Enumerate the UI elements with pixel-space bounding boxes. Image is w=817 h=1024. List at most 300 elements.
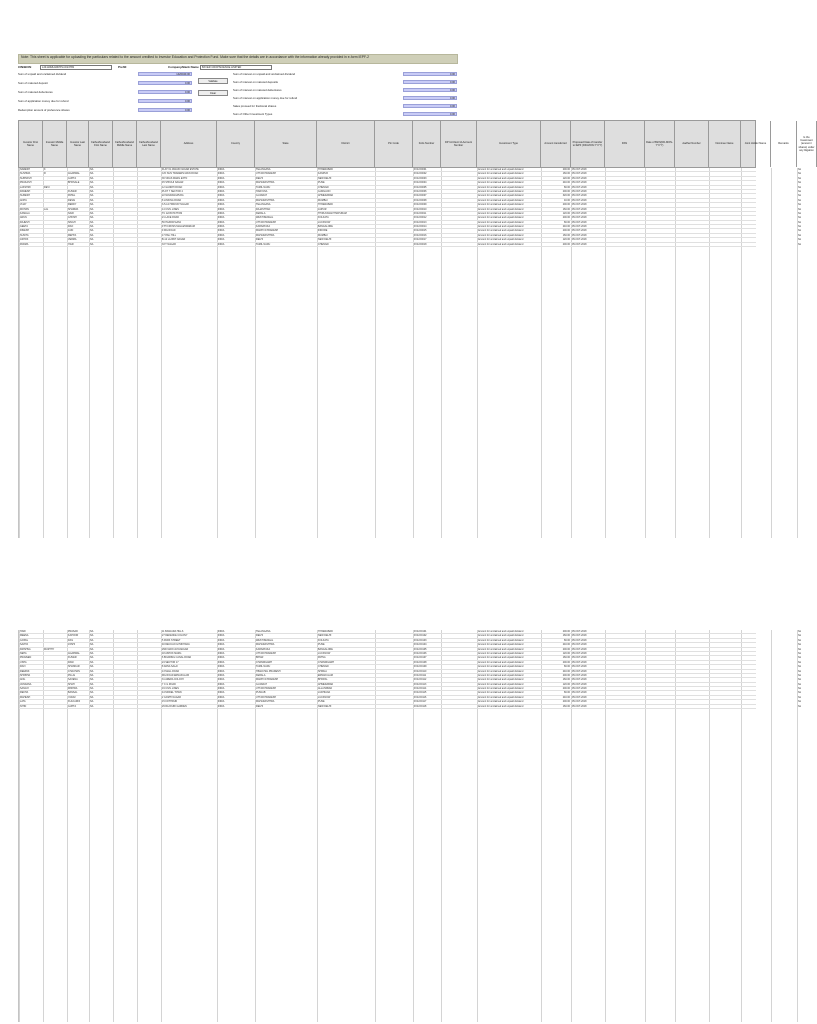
table-cell[interactable] [114,190,136,193]
table-cell[interactable] [376,643,412,646]
table-cell[interactable] [114,225,136,228]
table-cell[interactable] [710,634,740,637]
table-cell[interactable]: 05-OCT-2018 [572,216,587,220]
table-cell[interactable] [376,199,412,202]
table-cell[interactable]: Amount for unclaimed and unpaid dividend [478,198,524,202]
table-cell[interactable]: FOLIO0102 [414,634,427,638]
table-cell[interactable]: 240.00 [562,669,570,673]
table-cell[interactable] [606,691,644,694]
table-cell[interactable]: PUNE [318,643,325,647]
table-cell[interactable] [606,221,644,224]
table-cell[interactable]: DELHI [256,238,264,242]
table-cell[interactable] [138,648,160,651]
table-cell[interactable] [742,674,770,677]
table-cell[interactable] [606,186,644,189]
table-cell[interactable] [742,705,770,708]
table-cell[interactable] [442,696,476,699]
table-cell[interactable] [442,656,476,659]
table-cell[interactable]: 160.00 [562,704,570,708]
table-cell[interactable]: AGARWAL [68,172,80,176]
table-cell[interactable] [376,639,412,642]
table-cell[interactable]: UTTAR PRADESH [256,687,277,691]
table-cell[interactable] [742,186,770,189]
table-cell[interactable]: Amount for unclaimed and unpaid dividend [478,225,524,229]
table-cell[interactable]: KARNATAKA [256,647,271,651]
table-cell[interactable]: 80.00 [564,185,570,189]
table-cell[interactable]: K [44,168,46,171]
table-cell[interactable]: FOLIO0017 [414,238,427,242]
table-cell[interactable]: 05-OCT-2018 [572,194,587,198]
table-cell[interactable]: NA [90,647,94,651]
table-cell[interactable] [772,678,796,681]
table-cell[interactable]: No [798,198,802,202]
table-cell[interactable]: 200.00 [562,647,570,651]
table-cell[interactable] [114,643,136,646]
table-cell[interactable]: No [798,678,802,682]
table-cell[interactable] [676,229,708,232]
table-cell[interactable]: Amount for unclaimed and unpaid dividend [478,168,524,171]
table-cell[interactable] [772,203,796,206]
table-cell[interactable] [742,652,770,655]
table-cell[interactable]: Amount for unclaimed and unpaid dividend [478,233,524,237]
table-cell[interactable]: FOLIO0110 [414,669,427,673]
table-cell[interactable] [676,190,708,193]
table-cell[interactable]: Amount for unclaimed and unpaid dividend [478,691,524,695]
table-cell[interactable] [442,705,476,708]
table-cell[interactable]: Amount for unclaimed and unpaid dividend [478,172,524,176]
table-cell[interactable] [710,630,740,633]
table-cell[interactable] [376,652,412,655]
table-cell[interactable]: HYDERABAD [318,168,333,171]
table-cell[interactable] [376,674,412,677]
table-cell[interactable]: 11 BANJARA HILLS [162,630,184,633]
table-cell[interactable]: INDIA [218,678,225,682]
table-cell[interactable] [772,177,796,180]
table-cell[interactable]: Amount for unclaimed and unpaid dividend [478,207,524,211]
table-cell[interactable]: Amount for unclaimed and unpaid dividend [478,656,524,660]
table-cell[interactable] [710,643,740,646]
table-cell[interactable] [606,696,644,699]
table-cell[interactable] [742,234,770,237]
table-cell[interactable]: FOLIO0007 [414,194,427,198]
table-cell[interactable]: HARYANA [256,189,268,193]
table-cell[interactable] [114,181,136,184]
table-cell[interactable] [442,639,476,642]
table-cell[interactable] [606,208,644,211]
table-cell[interactable]: 4TH CROSS MALLESWARAM [162,225,195,229]
table-cell[interactable] [742,225,770,228]
table-cell[interactable] [742,212,770,215]
table-cell[interactable] [442,212,476,215]
table-cell[interactable]: No [798,665,802,669]
table-cell[interactable]: No [798,687,802,691]
table-cell[interactable]: INDORE [318,229,328,233]
table-cell[interactable]: MUMBAI [318,198,328,202]
table-cell[interactable] [138,208,160,211]
table-cell[interactable]: Amount for unclaimed and unpaid dividend [478,700,524,704]
table-cell[interactable] [442,208,476,211]
table-cell[interactable]: PUNE [318,181,325,185]
table-cell[interactable]: HIMACHAL PRADESH [256,669,281,673]
table-cell[interactable]: INDIA [218,189,225,193]
table-cell[interactable] [442,630,476,633]
table-cell[interactable]: FOLIO0006 [414,189,427,193]
table-cell[interactable] [710,203,740,206]
table-cell[interactable]: TAMIL NADU [256,185,271,189]
table-cell[interactable] [114,683,136,686]
table-cell[interactable] [442,229,476,232]
table-cell[interactable]: 45 SHIVAJI NAGAR [162,181,184,185]
table-cell[interactable]: VERMA [68,238,77,242]
table-cell[interactable] [646,216,674,219]
table-cell[interactable] [646,648,674,651]
table-cell[interactable]: DELHI [256,704,264,708]
table-cell[interactable]: FOLIO0105 [414,647,427,651]
table-cell[interactable] [676,212,708,215]
table-cell[interactable] [710,656,740,659]
table-cell[interactable]: 120.00 [562,682,570,686]
table-cell[interactable] [646,656,674,659]
table-cell[interactable] [114,674,136,677]
table-cell[interactable]: FOLIO0004 [414,181,427,185]
table-cell[interactable] [646,243,674,246]
table-cell[interactable]: NEW DELHI [318,238,332,242]
table-cell[interactable]: NEW DELHI [318,176,332,180]
table-cell[interactable]: 120.00 [562,211,570,215]
table-cell[interactable] [772,221,796,224]
table-cell[interactable]: NA [90,682,94,686]
table-cell[interactable] [376,700,412,703]
table-cell[interactable]: MEHTA [68,233,77,237]
table-cell[interactable]: 200.00 [562,168,570,171]
table-cell[interactable]: LAKSHMI [20,185,31,189]
table-cell[interactable]: 05-OCT-2018 [572,220,587,224]
table-cell[interactable] [376,648,412,651]
table-cell[interactable] [710,234,740,237]
table-cell[interactable]: MAHARASHTRA [256,198,275,202]
table-cell[interactable] [376,691,412,694]
table-cell[interactable]: SURESH [20,194,30,198]
table-cell[interactable] [710,181,740,184]
table-cell[interactable]: 05-OCT-2018 [572,233,587,237]
table-cell[interactable] [376,634,412,637]
table-cell[interactable] [676,243,708,246]
table-cell[interactable] [606,634,644,637]
table-cell[interactable] [742,221,770,224]
table-cell[interactable] [376,670,412,673]
table-cell[interactable]: 240.00 [562,695,570,699]
table-cell[interactable] [710,696,740,699]
table-cell[interactable]: ERNAKULAM [318,673,333,677]
table-cell[interactable]: NA [90,233,94,237]
table-cell[interactable] [114,705,136,708]
table-cell[interactable]: CHENNAI [318,185,329,189]
table-cell[interactable]: Amount for unclaimed and unpaid dividend [478,638,524,642]
table-cell[interactable]: 200.00 [562,242,570,246]
table-cell[interactable]: Amount for unclaimed and unpaid dividend [478,203,524,207]
table-cell[interactable]: KAPOOR [68,634,79,638]
table-cell[interactable]: NA [90,194,94,198]
table-cell[interactable]: RAO [68,225,74,229]
table-cell[interactable] [646,678,674,681]
table-cell[interactable]: PUNJAB [256,691,266,695]
table-cell[interactable]: 2 GOMTI NAGAR [162,695,181,699]
table-cell[interactable] [442,203,476,206]
table-cell[interactable]: MISHRA [68,687,78,691]
table-cell[interactable] [772,199,796,202]
table-cell[interactable] [114,696,136,699]
table-cell[interactable] [68,648,88,651]
table-cell[interactable]: 05-OCT-2018 [572,687,587,691]
table-cell[interactable]: FOLIO0101 [414,630,427,633]
table-cell[interactable]: NA [90,638,94,642]
table-cell[interactable] [376,168,412,171]
table-cell[interactable]: 05-OCT-2018 [572,185,587,189]
table-cell[interactable]: FOLIO0114 [414,687,427,691]
table-cell[interactable]: FOLIO0010 [414,207,427,211]
table-cell[interactable]: PRAVEEN [20,656,32,660]
table-cell[interactable]: Amount for unclaimed and unpaid dividend [478,682,524,686]
table-cell[interactable]: 05-OCT-2018 [572,634,587,638]
table-cell[interactable]: Amount for unclaimed and unpaid dividend [478,647,524,651]
table-cell[interactable]: MUMBAI [318,233,328,237]
table-cell[interactable]: PATNA [318,656,326,660]
table-cell[interactable]: CHANDIGARH [318,660,335,664]
table-cell[interactable] [742,172,770,175]
table-cell[interactable] [138,234,160,237]
table-cell[interactable]: FOLIO0113 [414,682,427,686]
table-cell[interactable] [676,630,708,633]
table-cell[interactable] [44,203,66,206]
table-cell[interactable] [606,661,644,664]
table-cell[interactable] [646,225,674,228]
table-cell[interactable]: NA [90,185,94,189]
table-cell[interactable]: MAHARASHTRA [256,643,275,647]
table-cell[interactable] [676,199,708,202]
table-cell[interactable] [138,221,160,224]
table-cell[interactable] [742,683,770,686]
table-cell[interactable] [742,181,770,184]
table-cell[interactable] [676,216,708,219]
table-cell[interactable] [376,656,412,659]
table-cell[interactable] [710,199,740,202]
table-cell[interactable]: Amount for unclaimed and unpaid dividend [478,665,524,669]
table-cell[interactable]: 160.00 [562,634,570,638]
table-cell[interactable] [114,229,136,232]
table-cell[interactable] [646,194,674,197]
table-cell[interactable] [114,652,136,655]
table-cell[interactable]: RANI [68,660,74,664]
table-cell[interactable]: TAMIL NADU [256,665,271,669]
table-cell[interactable]: No [798,189,802,193]
table-cell[interactable] [710,648,740,651]
table-cell[interactable]: 17 PALI HILL [162,233,177,237]
table-cell[interactable]: KULKARNI [68,700,80,704]
table-cell[interactable] [646,186,674,189]
table-cell[interactable] [138,243,160,246]
table-cell[interactable] [606,172,644,175]
table-cell[interactable] [646,177,674,180]
table-cell[interactable]: No [798,695,802,699]
table-cell[interactable]: FOLIO0108 [414,660,427,664]
table-cell[interactable]: 200.00 [562,630,570,633]
table-cell[interactable] [376,172,412,175]
table-cell[interactable]: INDIA [218,700,225,704]
table-cell[interactable] [772,225,796,228]
table-cell[interactable]: 05-OCT-2018 [572,229,587,233]
table-cell[interactable]: INDIA [218,229,225,233]
table-cell[interactable] [772,643,796,646]
table-cell[interactable]: BANGALORE [318,647,333,651]
table-cell[interactable] [442,190,476,193]
table-cell[interactable] [442,700,476,703]
table-cell[interactable] [710,194,740,197]
table-cell[interactable]: INDIA [218,242,225,246]
table-cell[interactable] [606,687,644,690]
table-cell[interactable] [742,661,770,664]
table-cell[interactable] [606,705,644,708]
table-cell[interactable]: FOLIO0104 [414,643,427,647]
table-cell[interactable]: CHANDIGARH [256,660,273,664]
table-cell[interactable]: INDIA [218,673,225,677]
table-cell[interactable] [138,639,160,642]
table-cell[interactable]: FOLIO0117 [414,700,427,704]
table-cell[interactable]: 05-OCT-2018 [572,168,587,171]
table-cell[interactable] [742,643,770,646]
table-cell[interactable] [376,243,412,246]
table-cell[interactable]: No [798,220,802,224]
table-cell[interactable]: 8 ANNA SALAI [162,665,178,669]
table-cell[interactable]: 160.00 [562,678,570,682]
table-cell[interactable] [44,181,66,184]
table-cell[interactable] [772,630,796,633]
table-cell[interactable] [376,181,412,184]
table-cell[interactable]: No [798,233,802,237]
table-cell[interactable]: Amount for unclaimed and unpaid dividend [478,669,524,673]
table-cell[interactable] [676,678,708,681]
table-cell[interactable]: PADMA [20,242,29,246]
table-cell[interactable] [676,648,708,651]
table-cell[interactable] [138,172,160,175]
table-cell[interactable] [44,652,66,655]
table-cell[interactable]: TELANGANA [256,168,271,171]
table-cell[interactable]: Amount for unclaimed and unpaid dividend [478,643,524,647]
table-cell[interactable]: INDIA [218,704,225,708]
table-cell[interactable]: R [44,172,46,176]
table-cell[interactable] [114,678,136,681]
table-cell[interactable]: BHOSALE [68,181,80,185]
table-cell[interactable]: FOLIO0103 [414,638,427,642]
table-cell[interactable]: NA [90,673,94,677]
table-cell[interactable]: WEST BENGAL [256,638,274,642]
table-cell[interactable]: ASHOK [20,238,29,242]
table-cell[interactable] [114,172,136,175]
table-cell[interactable] [138,691,160,694]
table-cell[interactable]: REDDY [68,203,77,207]
table-cell[interactable]: No [798,229,802,233]
table-cell[interactable] [442,177,476,180]
table-cell[interactable] [114,661,136,664]
table-cell[interactable]: ARUN [20,216,27,220]
table-cell[interactable] [114,221,136,224]
table-cell[interactable]: FOLIO0015 [414,229,427,233]
table-cell[interactable]: 80.00 [564,691,570,695]
table-cell[interactable] [138,661,160,664]
table-cell[interactable] [710,683,740,686]
table-cell[interactable]: Amount for unclaimed and unpaid dividend [478,229,524,233]
table-cell[interactable]: NA [90,651,94,655]
table-cell[interactable] [646,643,674,646]
table-cell[interactable] [138,656,160,659]
table-cell[interactable]: NEHA [20,651,27,655]
table-cell[interactable] [606,665,644,668]
table-cell[interactable]: No [798,669,802,673]
table-cell[interactable] [606,683,644,686]
table-cell[interactable]: HYDERABAD [318,203,333,207]
table-cell[interactable]: NA [90,242,94,246]
table-cell[interactable] [606,678,644,681]
table-cell[interactable]: MURTHY [44,647,55,651]
table-cell[interactable] [376,208,412,211]
table-cell[interactable] [710,238,740,241]
table-cell[interactable]: FOLIO0107 [414,656,427,660]
table-cell[interactable]: No [798,704,802,708]
table-cell[interactable]: 05-OCT-2018 [572,643,587,647]
table-cell[interactable]: NA [90,691,94,695]
table-cell[interactable] [376,216,412,219]
table-cell[interactable] [138,683,160,686]
table-cell[interactable]: 05-OCT-2018 [572,656,587,660]
table-cell[interactable]: 05-OCT-2018 [572,189,587,193]
table-cell[interactable]: SHAH [68,682,75,686]
table-cell[interactable]: NA [90,216,94,220]
table-cell[interactable]: PLOT 7 SECTOR 4 [162,189,183,193]
table-cell[interactable] [646,199,674,202]
table-cell[interactable]: ANIL [20,678,26,682]
table-cell[interactable]: KUMAR [68,189,77,193]
table-cell[interactable]: NA [90,229,94,233]
table-cell[interactable] [138,203,160,206]
table-cell[interactable]: HARI [20,630,26,633]
table-cell[interactable] [114,639,136,642]
table-cell[interactable]: FOLIO0118 [414,704,427,708]
table-cell[interactable]: NA [90,176,94,180]
table-cell[interactable] [442,186,476,189]
table-cell[interactable]: No [798,691,802,695]
table-cell[interactable]: VIJAY [20,203,27,207]
table-cell[interactable] [772,696,796,699]
table-cell[interactable]: No [798,168,802,171]
table-cell[interactable] [606,674,644,677]
table-cell[interactable] [376,705,412,708]
table-cell[interactable]: NAIR [68,211,74,215]
table-cell[interactable] [44,634,66,637]
table-cell[interactable] [606,181,644,184]
table-cell[interactable]: NA [90,198,94,202]
table-cell[interactable] [138,652,160,655]
table-cell[interactable]: 200.00 [562,687,570,691]
table-cell[interactable] [442,225,476,228]
table-cell[interactable] [114,700,136,703]
table-cell[interactable] [606,190,644,193]
table-cell[interactable] [114,168,136,171]
table-cell[interactable]: FOLIO0014 [414,225,427,229]
table-cell[interactable] [710,216,740,219]
table-cell[interactable] [376,665,412,668]
table-cell[interactable] [772,243,796,246]
table-cell[interactable] [676,661,708,664]
table-cell[interactable]: SHANKAR [68,665,80,669]
